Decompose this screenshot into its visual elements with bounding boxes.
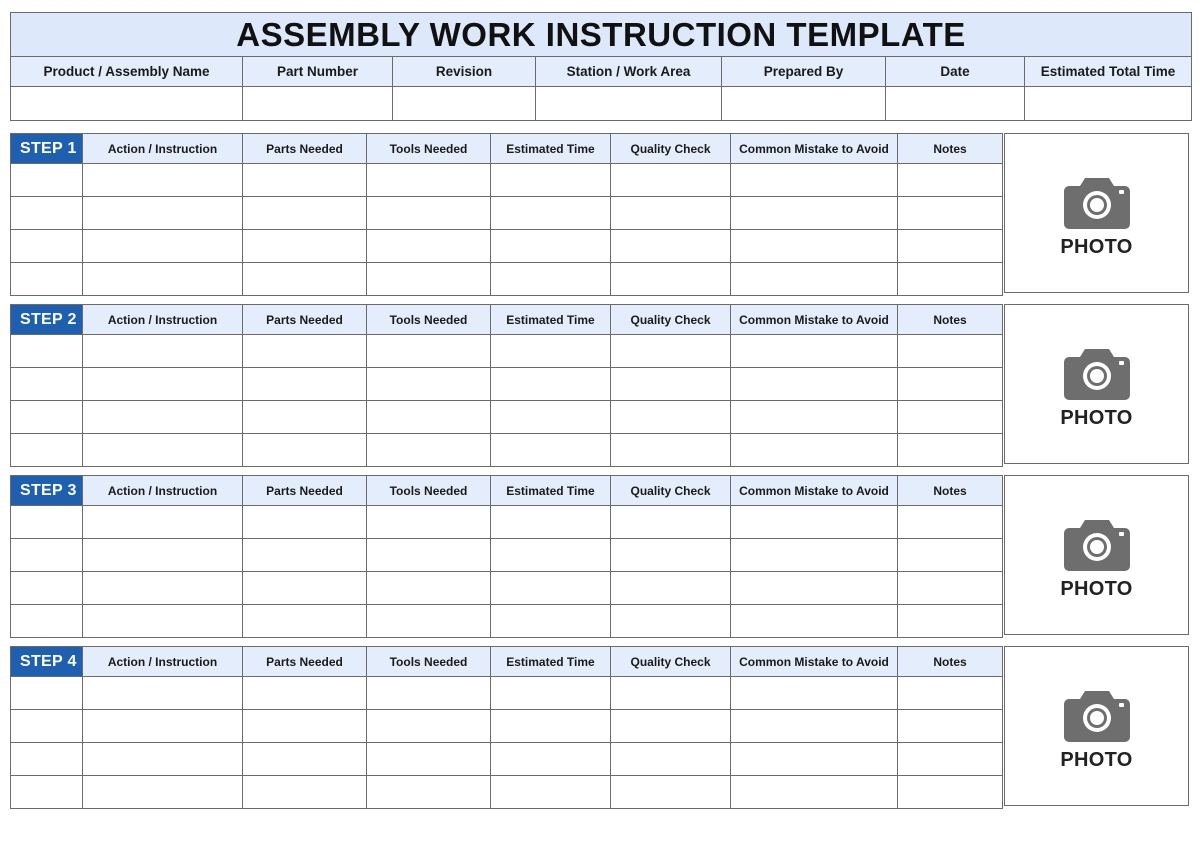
cell[interactable] — [611, 605, 731, 638]
col-header-notes: Notes — [898, 647, 1003, 677]
photo-label: PHOTO — [1060, 236, 1133, 258]
table-row — [11, 743, 1003, 776]
cell[interactable] — [11, 776, 83, 809]
cell[interactable] — [731, 677, 898, 710]
col-header-time: Estimated Time — [491, 647, 611, 677]
field-label-station: Station / Work Area — [536, 57, 722, 87]
cell[interactable] — [898, 263, 1003, 296]
col-header-parts: Parts Needed — [243, 476, 367, 506]
field-value-total-time[interactable] — [1025, 87, 1192, 121]
table-row — [11, 230, 1003, 263]
table-row — [11, 776, 1003, 809]
cell[interactable] — [898, 743, 1003, 776]
col-header-tools: Tools Needed — [367, 305, 491, 335]
camera-icon — [1063, 687, 1131, 743]
cell[interactable] — [731, 401, 898, 434]
cell[interactable] — [243, 506, 367, 539]
cell[interactable] — [898, 197, 1003, 230]
step-label: STEP 2 — [11, 305, 83, 335]
table-row — [11, 677, 1003, 710]
cell[interactable] — [898, 401, 1003, 434]
cell[interactable] — [11, 368, 83, 401]
col-header-parts: Parts Needed — [243, 134, 367, 164]
cell[interactable] — [11, 743, 83, 776]
col-header-quality: Quality Check — [611, 647, 731, 677]
cell[interactable] — [83, 539, 243, 572]
cell[interactable] — [898, 230, 1003, 263]
photo-label: PHOTO — [1060, 578, 1133, 600]
field-value-part-number[interactable] — [243, 87, 393, 121]
field-label-part-number: Part Number — [243, 57, 393, 87]
step-label: STEP 1 — [11, 134, 83, 164]
cell[interactable] — [243, 230, 367, 263]
cell[interactable] — [243, 710, 367, 743]
table-row — [11, 335, 1003, 368]
step-block-4 — [10, 646, 1003, 809]
cell[interactable] — [491, 743, 611, 776]
cell[interactable] — [898, 506, 1003, 539]
cell[interactable] — [83, 743, 243, 776]
camera-icon — [1063, 174, 1131, 230]
cell[interactable] — [611, 776, 731, 809]
field-value-revision[interactable] — [393, 87, 536, 121]
cell[interactable] — [611, 539, 731, 572]
cell[interactable] — [491, 263, 611, 296]
cell[interactable] — [83, 401, 243, 434]
cell[interactable] — [243, 605, 367, 638]
cell[interactable] — [83, 197, 243, 230]
step-label: STEP 4 — [11, 647, 83, 677]
table-row — [11, 263, 1003, 296]
cell[interactable] — [367, 164, 491, 197]
cell[interactable] — [491, 677, 611, 710]
cell[interactable] — [611, 197, 731, 230]
cell[interactable] — [367, 263, 491, 296]
table-row — [11, 368, 1003, 401]
cell[interactable] — [11, 335, 83, 368]
cell[interactable] — [243, 539, 367, 572]
cell[interactable] — [491, 710, 611, 743]
cell[interactable] — [83, 506, 243, 539]
cell[interactable] — [611, 401, 731, 434]
cell[interactable] — [367, 197, 491, 230]
cell[interactable] — [731, 164, 898, 197]
table-row — [11, 572, 1003, 605]
cell[interactable] — [367, 572, 491, 605]
cell[interactable] — [898, 335, 1003, 368]
cell[interactable] — [491, 776, 611, 809]
col-header-quality: Quality Check — [611, 305, 731, 335]
cell[interactable] — [611, 263, 731, 296]
col-header-tools: Tools Needed — [367, 134, 491, 164]
cell[interactable] — [11, 263, 83, 296]
cell[interactable] — [83, 434, 243, 467]
cell[interactable] — [611, 743, 731, 776]
cell[interactable] — [83, 164, 243, 197]
col-header-tools: Tools Needed — [367, 647, 491, 677]
cell[interactable] — [83, 776, 243, 809]
cell[interactable] — [83, 572, 243, 605]
field-label-date: Date — [886, 57, 1025, 87]
cell[interactable] — [731, 776, 898, 809]
cell[interactable] — [898, 368, 1003, 401]
cell[interactable] — [243, 164, 367, 197]
cell[interactable] — [243, 434, 367, 467]
camera-icon — [1063, 516, 1131, 572]
cell[interactable] — [898, 572, 1003, 605]
table-row — [11, 164, 1003, 197]
cell[interactable] — [491, 434, 611, 467]
step-table — [10, 304, 1003, 467]
cell[interactable] — [367, 776, 491, 809]
cell[interactable] — [491, 335, 611, 368]
cell[interactable] — [491, 572, 611, 605]
cell[interactable] — [243, 197, 367, 230]
cell[interactable] — [731, 335, 898, 368]
col-header-time: Estimated Time — [491, 476, 611, 506]
table-row — [11, 434, 1003, 467]
field-label-revision: Revision — [393, 57, 536, 87]
col-header-mistake: Common Mistake to Avoid — [731, 476, 898, 506]
col-header-notes: Notes — [898, 134, 1003, 164]
cell[interactable] — [491, 230, 611, 263]
cell[interactable] — [731, 434, 898, 467]
photo-placeholder-1[interactable] — [1004, 133, 1189, 293]
cell[interactable] — [611, 677, 731, 710]
table-row — [11, 197, 1003, 230]
cell[interactable] — [898, 776, 1003, 809]
cell[interactable] — [367, 539, 491, 572]
cell[interactable] — [83, 677, 243, 710]
cell[interactable] — [898, 677, 1003, 710]
cell[interactable] — [611, 164, 731, 197]
step-table — [10, 475, 1003, 638]
cell[interactable] — [367, 506, 491, 539]
cell[interactable] — [243, 743, 367, 776]
cell[interactable] — [83, 710, 243, 743]
cell[interactable] — [491, 539, 611, 572]
cell[interactable] — [11, 197, 83, 230]
cell[interactable] — [611, 572, 731, 605]
cell[interactable] — [611, 368, 731, 401]
col-header-time: Estimated Time — [491, 305, 611, 335]
cell[interactable] — [731, 230, 898, 263]
cell[interactable] — [367, 743, 491, 776]
field-label-prepared-by: Prepared By — [722, 57, 886, 87]
table-row — [11, 710, 1003, 743]
table-row — [11, 605, 1003, 638]
cell[interactable] — [83, 335, 243, 368]
cell[interactable] — [898, 164, 1003, 197]
col-header-tools: Tools Needed — [367, 476, 491, 506]
cell[interactable] — [11, 539, 83, 572]
cell[interactable] — [83, 605, 243, 638]
photo-label: PHOTO — [1060, 407, 1133, 429]
col-header-mistake: Common Mistake to Avoid — [731, 134, 898, 164]
cell[interactable] — [83, 368, 243, 401]
step-block-2 — [10, 304, 1003, 467]
cell[interactable] — [611, 506, 731, 539]
col-header-quality: Quality Check — [611, 476, 731, 506]
cell[interactable] — [731, 710, 898, 743]
table-row — [11, 506, 1003, 539]
cell[interactable] — [367, 434, 491, 467]
cell[interactable] — [243, 572, 367, 605]
cell[interactable] — [11, 164, 83, 197]
cell[interactable] — [731, 506, 898, 539]
step-table — [10, 646, 1003, 809]
cell[interactable] — [491, 197, 611, 230]
photo-placeholder-4[interactable] — [1004, 646, 1189, 806]
cell[interactable] — [367, 605, 491, 638]
table-row — [11, 401, 1003, 434]
cell[interactable] — [11, 710, 83, 743]
step-label: STEP 3 — [11, 476, 83, 506]
photo-placeholder-2[interactable] — [1004, 304, 1189, 464]
col-header-mistake: Common Mistake to Avoid — [731, 647, 898, 677]
cell[interactable] — [11, 401, 83, 434]
cell[interactable] — [11, 677, 83, 710]
cell[interactable] — [731, 197, 898, 230]
cell[interactable] — [731, 368, 898, 401]
col-header-parts: Parts Needed — [243, 305, 367, 335]
cell[interactable] — [243, 677, 367, 710]
cell[interactable] — [243, 368, 367, 401]
cell[interactable] — [11, 506, 83, 539]
cell[interactable] — [898, 605, 1003, 638]
cell[interactable] — [243, 335, 367, 368]
cell[interactable] — [367, 401, 491, 434]
cell[interactable] — [611, 230, 731, 263]
col-header-action: Action / Instruction — [83, 647, 243, 677]
cell[interactable] — [731, 572, 898, 605]
photo-placeholder-3[interactable] — [1004, 475, 1189, 635]
cell[interactable] — [367, 368, 491, 401]
field-value-product[interactable] — [11, 87, 243, 121]
cell[interactable] — [367, 677, 491, 710]
col-header-notes: Notes — [898, 305, 1003, 335]
cell[interactable] — [491, 506, 611, 539]
cell[interactable] — [731, 605, 898, 638]
col-header-action: Action / Instruction — [83, 134, 243, 164]
field-value-prepared-by[interactable] — [722, 87, 886, 121]
field-label-total-time: Estimated Total Time — [1025, 57, 1192, 87]
cell[interactable] — [83, 230, 243, 263]
cell[interactable] — [611, 434, 731, 467]
cell[interactable] — [243, 263, 367, 296]
header-table — [10, 12, 1192, 121]
col-header-action: Action / Instruction — [83, 476, 243, 506]
cell[interactable] — [731, 743, 898, 776]
col-header-parts: Parts Needed — [243, 647, 367, 677]
cell[interactable] — [11, 605, 83, 638]
col-header-action: Action / Instruction — [83, 305, 243, 335]
field-value-date[interactable] — [886, 87, 1025, 121]
cell[interactable] — [611, 710, 731, 743]
table-row — [11, 539, 1003, 572]
col-header-notes: Notes — [898, 476, 1003, 506]
page-title: ASSEMBLY WORK INSTRUCTION TEMPLATE — [11, 13, 1192, 57]
document-header — [10, 12, 1191, 121]
cell[interactable] — [11, 230, 83, 263]
cell[interactable] — [898, 710, 1003, 743]
cell[interactable] — [898, 539, 1003, 572]
cell[interactable] — [491, 401, 611, 434]
step-table — [10, 133, 1003, 296]
cell[interactable] — [11, 434, 83, 467]
camera-icon — [1063, 345, 1131, 401]
cell[interactable] — [491, 368, 611, 401]
cell[interactable] — [898, 434, 1003, 467]
cell[interactable] — [11, 572, 83, 605]
col-header-time: Estimated Time — [491, 134, 611, 164]
step-block-1 — [10, 133, 1003, 296]
cell[interactable] — [367, 230, 491, 263]
cell[interactable] — [83, 263, 243, 296]
col-header-mistake: Common Mistake to Avoid — [731, 305, 898, 335]
cell[interactable] — [731, 263, 898, 296]
cell[interactable] — [491, 164, 611, 197]
field-label-product: Product / Assembly Name — [11, 57, 243, 87]
cell[interactable] — [611, 335, 731, 368]
step-block-3 — [10, 475, 1003, 638]
cell[interactable] — [491, 605, 611, 638]
cell[interactable] — [243, 776, 367, 809]
col-header-quality: Quality Check — [611, 134, 731, 164]
cell[interactable] — [367, 335, 491, 368]
cell[interactable] — [243, 401, 367, 434]
cell[interactable] — [731, 539, 898, 572]
photo-label: PHOTO — [1060, 749, 1133, 771]
field-value-station[interactable] — [536, 87, 722, 121]
cell[interactable] — [367, 710, 491, 743]
